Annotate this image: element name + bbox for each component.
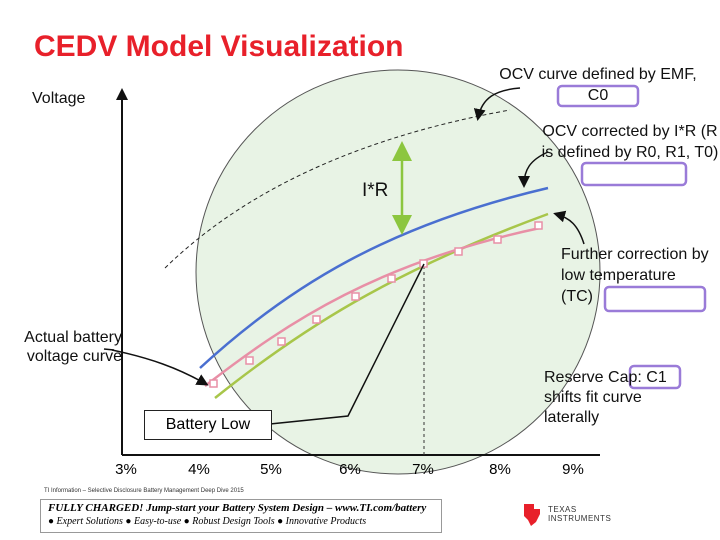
curve-marker bbox=[210, 380, 217, 387]
actual-arrow-icon bbox=[112, 350, 206, 384]
curve-marker bbox=[352, 293, 359, 300]
x-tick-label: 4% bbox=[188, 461, 210, 478]
x-tick-label: 8% bbox=[489, 461, 511, 478]
ti-logo-line1: TEXAS bbox=[548, 505, 577, 514]
y-axis-label: Voltage bbox=[32, 90, 86, 107]
curve-marker bbox=[278, 338, 285, 345]
curve-marker bbox=[494, 236, 501, 243]
ocv-annotation: OCV curve defined by EMF, C0 bbox=[499, 66, 697, 104]
x-tick-label: 9% bbox=[562, 461, 584, 478]
actual-curve-annotation: Actual battery voltage curve bbox=[24, 329, 122, 365]
x-tick-label: 3% bbox=[115, 461, 137, 478]
footer-tagline: ● Expert Solutions ● Easy-to-use ● Robust Design Tools ● Innovative Products bbox=[48, 516, 367, 527]
ir-corrected-annotation: OCV corrected by I*R (R is defined by R0, R1, T0) bbox=[541, 123, 719, 161]
curve-marker bbox=[455, 248, 462, 255]
curve-marker bbox=[246, 357, 253, 364]
footer-title: FULLY CHARGED! Jump-start your Battery System Design – www.TI.com/battery bbox=[48, 502, 427, 514]
ti-logo-line2: INSTRUMENTS bbox=[548, 514, 612, 523]
battery-low-box: Battery Low bbox=[144, 410, 272, 440]
ti-logo-text bbox=[548, 505, 611, 523]
ir-label: I*R bbox=[362, 180, 389, 201]
low-temp-annotation: Further correction by low temperature (TC) bbox=[561, 246, 709, 305]
x-tick-label: 7% bbox=[412, 461, 434, 478]
x-tick-label: 6% bbox=[339, 461, 361, 478]
y-axis-arrowhead bbox=[116, 88, 128, 100]
page-title: CEDV Model Visualization bbox=[34, 30, 404, 63]
curve-marker bbox=[313, 316, 320, 323]
r0-r1-t0-highlight bbox=[582, 163, 686, 185]
curve-marker bbox=[535, 222, 542, 229]
reserve-cap-annotation: Reserve Cap: C1 shifts fit curve laterally bbox=[544, 369, 667, 426]
x-tick-label: 5% bbox=[260, 461, 282, 478]
footnote: TI Information – Selective Disclosure Battery Management Deep Dive 2015 bbox=[44, 488, 244, 494]
curve-marker bbox=[388, 275, 395, 282]
